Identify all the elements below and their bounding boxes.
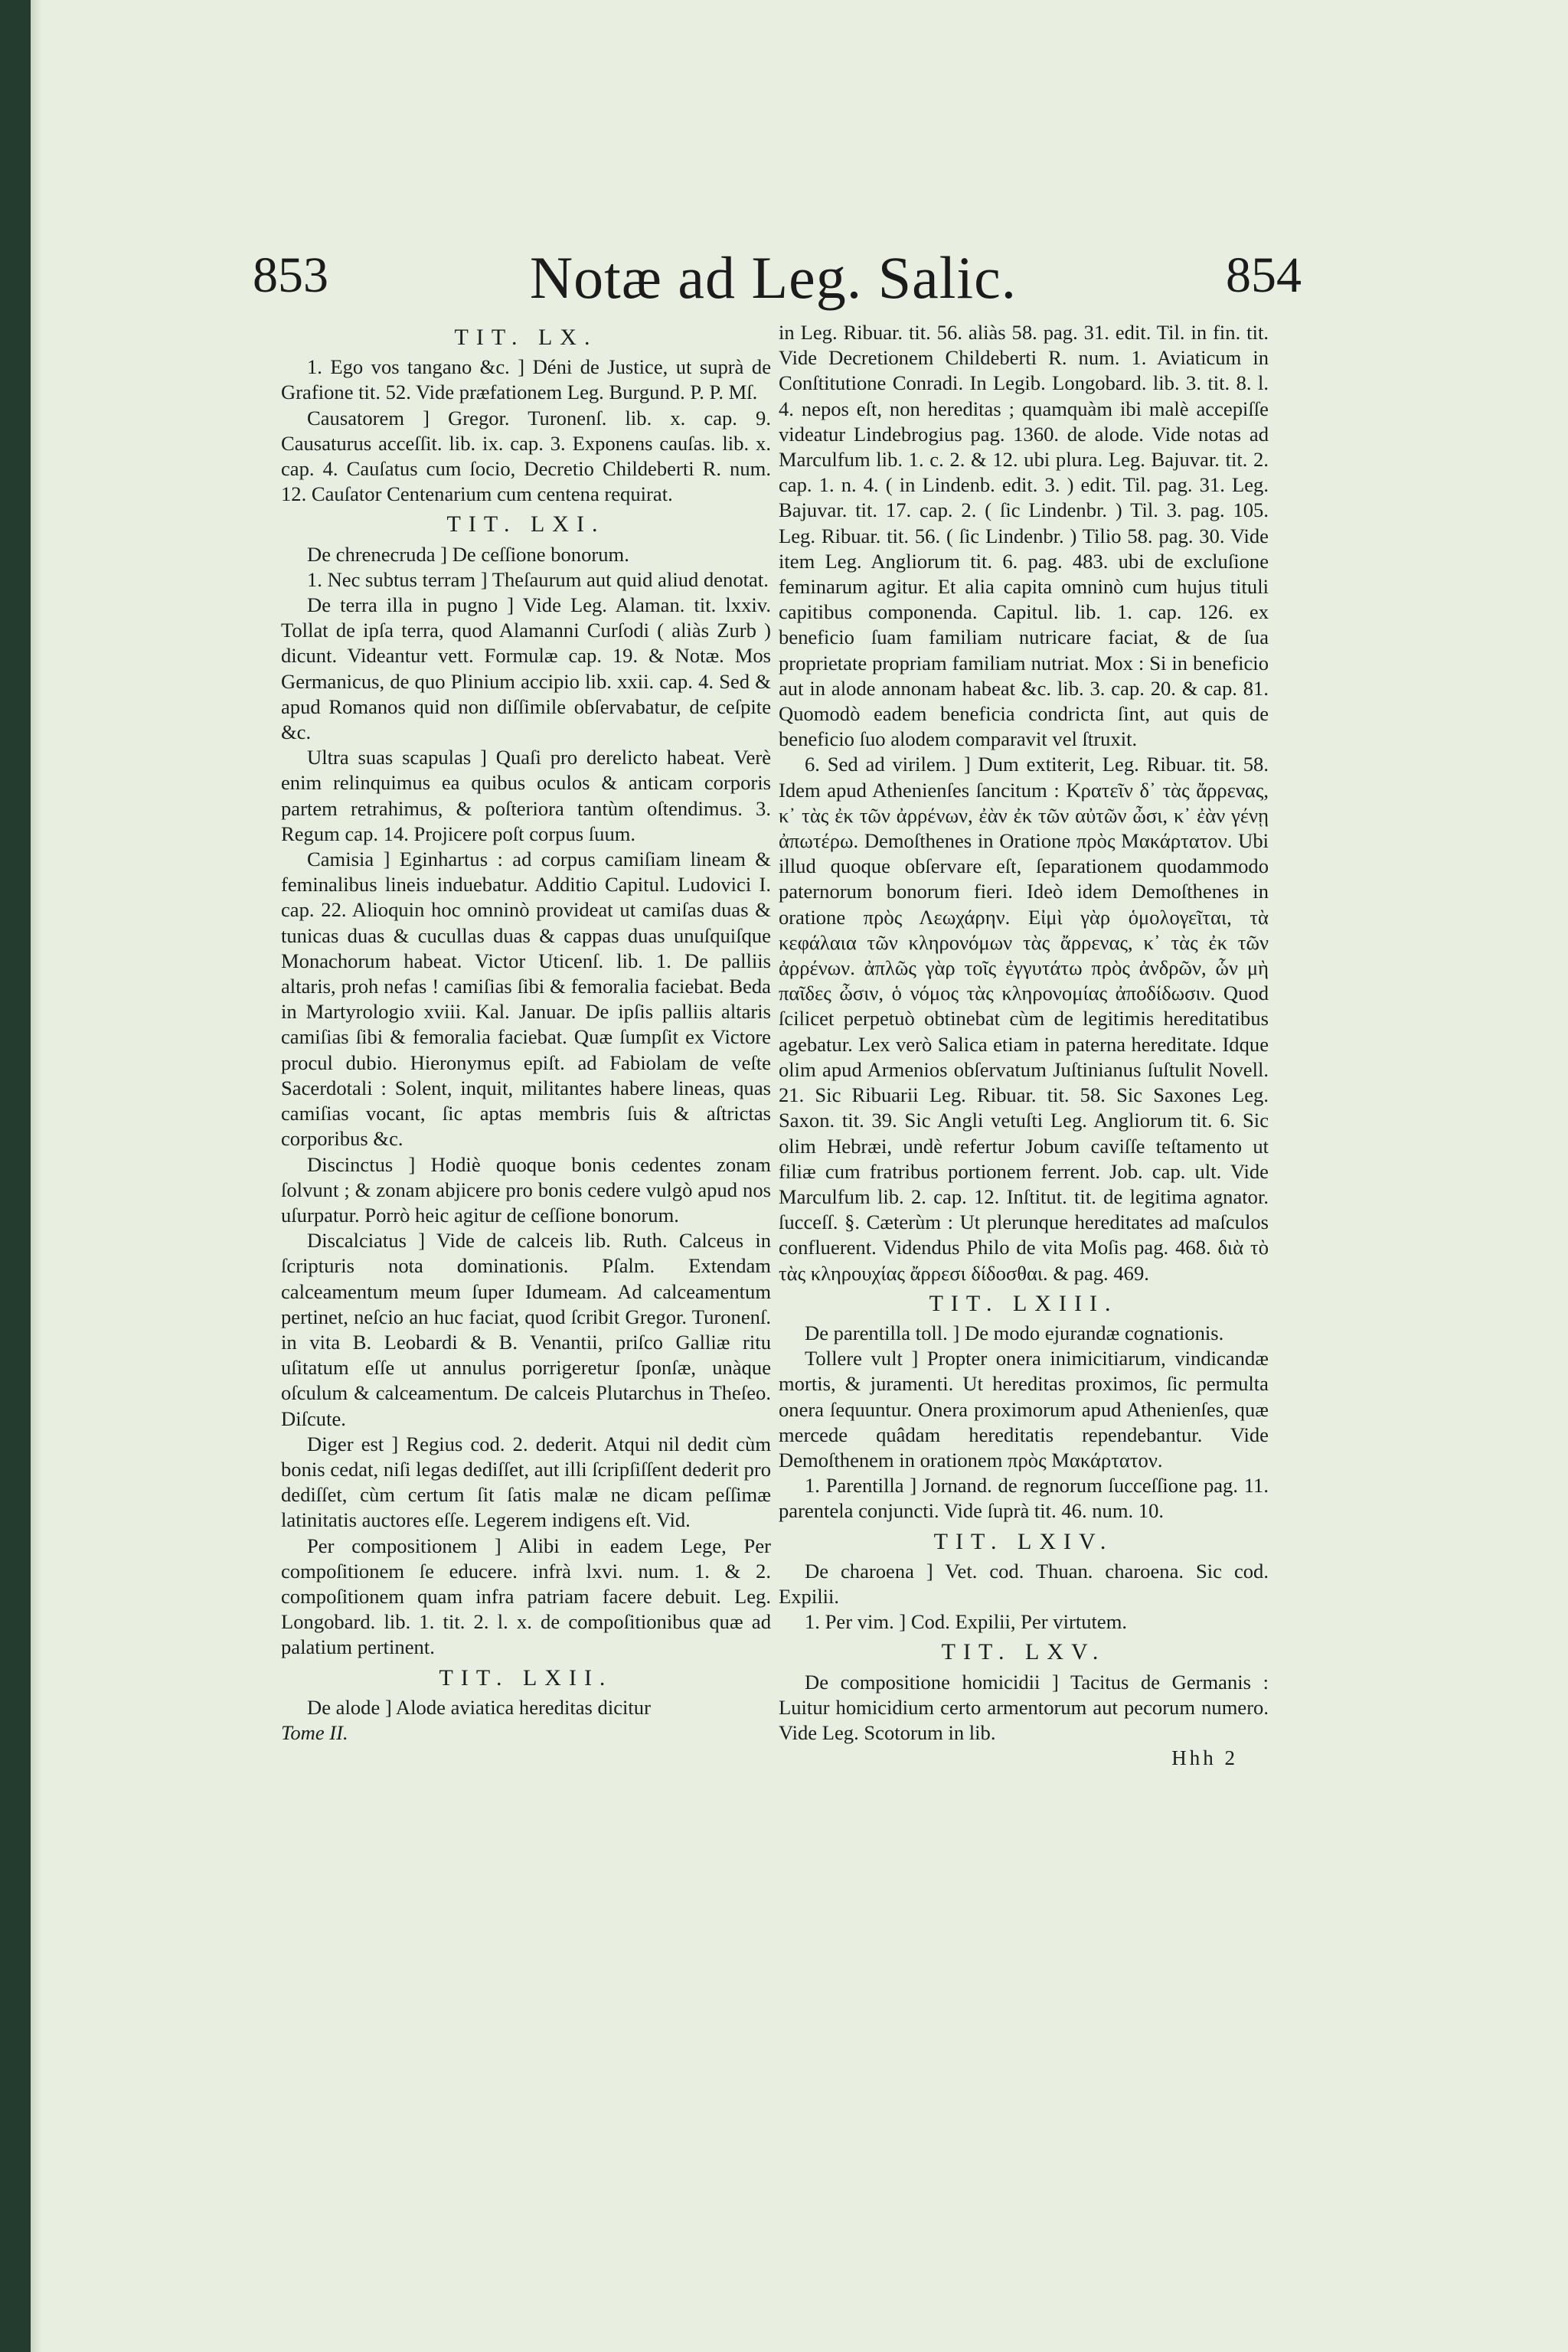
note-paragraph: Per compositionem ] Alibi in eadem Lege, Per compoſitionem ſe educere. infrà lxvi. num. 1. & 2. compoſitionem quam infra patriam facere debuit. Leg. Longobard. lib. 1. tit. 2. l. x. de compoſitionibus quæ ad palatium pertinent.: [281, 1534, 771, 1659]
page-gutter: [31, 0, 41, 2352]
note-paragraph: 1. Ego vos tangano &c. ] Déni de Justice, ut suprà de Grafione tit. 52. Vide præfationem Leg. Burgund. P. P. Mſ.: [281, 355, 771, 404]
note-paragraph: in Leg. Ribuar. tit. 56. aliàs 58. pag. 31. edit. Til. in fin. tit. Vide Decretionem Childeberti R. num. 1. Aviaticum in Conſtitutione Conradi. In Legib. Longobard. lib. 3. tit. 8. l. 4. nepos eſt, non hereditas ; quamquàm ibi malè accepiſſe videatur Lindebrogius pag. 1360. de alode. Vide notas ad Marculfum lib. 1. c. 2. & 12. ubi plura. Leg. Bajuvar. tit. 2. cap. 1. n. 4. ( in Lindenb. edit. 3. ) edit. Til. pag. 31. Leg. Bajuvar. tit. 17. cap. 2. ( ſic Lindenbr. ) Til. 3. pag. 105. Leg. Ribuar. tit. 56. ( ſic Lindenbr. ) Tilio 58. pag. 30. Vide item Leg. Angliorum tit. 6. pag. 483. ubi de excluſione feminarum agitur. Et alia capita omninò cum hujus tituli capitibus componenda. Capitul. lib. 1. cap. 126. ex beneficio ſuam familiam nutricare faciat, & de ſua proprietate propriam familiam nutriat. Mox : Si in beneficio aut in alode annonam habeat &c. lib. 3. cap. 20. & cap. 81. Quomodò eadem beneficia condricta ſint, aut quis de beneficio ſuo alodem comparavit vel ſtruxit.: [779, 321, 1269, 751]
note-paragraph: De parentilla toll. ] De modo ejurandæ cognationis.: [805, 1321, 1224, 1344]
page-number-left: 853: [253, 247, 328, 303]
page-number-right: 854: [1226, 247, 1302, 303]
note-paragraph: Discinctus ] Hodiè quoque bonis cedentes zonam ſolvunt ; & zonam abjicere pro bonis cedere vulgò apud nos uſurpatur. Porrò heic agitur de ceſſione bonorum.: [281, 1152, 771, 1227]
note-paragraph: De chrenecruda ] De ceſſione bonorum.: [307, 542, 629, 566]
volume-signature: Tome II.: [281, 1720, 348, 1744]
note-paragraph: 1. Per vim. ] Cod. Expilii, Per virtutem.: [805, 1610, 1128, 1634]
note-paragraph: Tollere vult ] Propter onera inimicitiarum, vindicandæ mortis, & juramenti. Ut hereditas proximos, ſic permulta onera ſequuntur. Onera proximorum apud Athenienſes, quæ mercede quâdam hereditatis rependebantur. Vide Demoſthenem in orationem πρὸς Μακάρτατον.: [779, 1347, 1269, 1472]
right-column: [779, 320, 1269, 1771]
running-head: [245, 243, 1302, 320]
note-paragraph: Discalciatus ] Vide de calceis lib. Ruth. Calceus in ſcripturis nota dominationis. Pſalm. Extendam calceamentum meum ſuper Idumeam. Ad calceamentum pertinet, neſcio an huc faciat, quod ſcribit Gregor. Turonenſ. in vita B. Leobardi & B. Venantii, priſco Galliæ ritu uſitatum eſſe ut annulus porrigeretur ſponſæ, unàque oſculum & calceamentum. De calceis Plutarchus in Theſeo. Diſcute.: [281, 1229, 771, 1430]
note-paragraph: De alode ] Alode aviatica hereditas dicitur: [307, 1695, 651, 1719]
note-paragraph: Causatorem ] Gregor. Turonenſ. lib. x. cap. 9. Causaturus acceſſit. lib. ix. cap. 3. Exponens cauſas. lib. x. cap. 4. Cauſatus cum ſocio, Decretio Childeberti R. num. 12. Cauſator Centenarium cum centena requirat.: [281, 406, 771, 506]
title-heading: TIT. LXIII.: [929, 1290, 1119, 1316]
left-column: [281, 320, 771, 1746]
note-paragraph: De terra illa in pugno ] Vide Leg. Alaman. tit. lxxiv. Tollat de ipſa terra, quod Alamanni Curſodi ( aliàs Zurb ) dicunt. Videantur vett. Formulæ cap. 19. & Notæ. Mos Germanicus, de quo Plinium accipio lib. xxii. cap. 4. Sed & apud Romanos quid non diſſimile obſervabatur, de ceſpite &c.: [281, 593, 771, 744]
note-paragraph: De charoena ] Vet. cod. Thuan. charoena. Sic cod. Expilii.: [779, 1559, 1269, 1608]
note-paragraph: Ultra suas scapulas ] Quaſi pro derelicto habeat. Verè enim relinquimus ea quibus oculos & anticam corporis partem retrahimus, & poſteriora tantùm oſtendimus. 3. Regum cap. 14. Projicere poſt corpus ſuum.: [281, 746, 771, 845]
title-heading: TIT. LXII.: [439, 1664, 613, 1690]
signature-mark: Hhh 2: [1171, 1746, 1238, 1770]
title-heading: TIT. LX.: [454, 325, 598, 350]
note-paragraph: 1. Parentilla ] Jornand. de regnorum ſucceſſione pag. 11. parentela conjuncti. Vide ſuprà tit. 46. num. 10.: [779, 1474, 1269, 1523]
note-paragraph: Camisia ] Eginhartus : ad corpus camiſiam lineam & feminalibus lineis induebatur. Additio Capitul. Ludovici I. cap. 22. Alioquin hoc omninò provideat ut camiſas duas & tunicas duas & cucullas duas & cappas duas unuſquiſque Monachorum habeat. Victor Uticenſ. lib. 1. De palliis altaris, proh nefas ! camiſias ſibi & femoralia faciebat. Beda in Martyrologio xviii. Kal. Januar. De ipſis palliis altaris camiſias ſibi & femoralia faciebat. Quæ ſumpſit ex Victore procul dubio. Hieronymus epiſt. ad Fabiolam de veſte Sacerdotali : Solent, inquit, militantes habere lineas, quas camiſias vocant, ſic aptas membris ſuis & aſtrictas corporibus &c.: [281, 848, 771, 1151]
title-heading: TIT. LXI.: [446, 511, 606, 537]
title-heading: TIT. LXIV.: [933, 1528, 1114, 1554]
note-paragraph: De compositione homicidii ] Tacitus de Germanis : Luitur homicidium certo armentorum aut pecorum numero. Vide Leg. Scotorum in lib.: [779, 1670, 1269, 1744]
title-heading: TIT. LXV.: [941, 1639, 1106, 1665]
note-paragraph: 1. Nec subtus terram ] Theſaurum aut quid aliud denotat.: [307, 567, 769, 591]
note-paragraph: 6. Sed ad virilem. ] Dum extiterit, Leg. Ribuar. tit. 58. Idem apud Athenienſes ſancitum : Κρατεῖν δ᾽ τὰς ἄρρενας, κ᾽ τὰς ἐκ τῶν ἀρρένων, ἐὰν ἐκ τῶν αὐτῶν ὦσι, κ᾽ ἐὰν γένῃ ἀπωτέρω. Demoſthenes in Oratione πρὸς Μακάρτατον. Ubi illud quoque obſervare eſt, ſeparationem quodammodo paternorum bonorum fieri. Ideò idem Demoſthenes in oratione πρὸς Λεωχάρην. Εἰμὶ γὰρ ὁμολογεῖται, τὰ κεφάλαια τῶν κληρονόμων τὰς ἄρρενας, κ᾽ τὰς ἐκ τῶν ἀρρένων. ἀπλῶς γὰρ τοῖς ἐγγυτάτω πρὸς ἀνδρῶν, ὧν μὴ παῖδες ὦσιν, ὁ νόμος τὰς κληρονομίας ἀποδίδωσιν. Quod ſcilicet perpetuò obtinebat cùm de legitimis hereditatibus agebatur. Lex verò Salica etiam in paterna hereditate. Idque olim apud Armenios obſervatum Juſtinianus ſuſtulit Novell. 21. Sic Ribuarii Leg. Ribuar. tit. 58. Sic Saxones Leg. Saxon. tit. 39. Sic Angli vetuſti Leg. Angliorum tit. 6. Sic olim Hebræi, undè refertur Jobum caviſſe teſtamento ut filiæ cum fratribus portionem ferrent. Job. cap. ult. Vide Marculfum lib. 2. cap. 12. Inſtitut. tit. de legitima agnator. ſucceſſ. §. Cæterùm : Ut plerunque hereditates ad maſculos confluerent. Videndus Philo de vita Moſis pag. 468. διὰ τὸ τὰς κληρουχίας ἄρρεσι δίδοσθαι. & pag. 469.: [779, 753, 1269, 1285]
page-title: Notæ ad Leg. Salic.: [529, 244, 1018, 311]
note-paragraph: Diger est ] Regius cod. 2. dederit. Atqui nil dedit cùm bonis cedat, niſi legas dediſſet, aut illi ſcripſiſſent dederit pro dediſſet, cùm certum ſit ſatis malæ ne dicam peſſimæ latinitatis auctores eſſe. Legerem indigens eſt. Vid.: [281, 1432, 771, 1532]
